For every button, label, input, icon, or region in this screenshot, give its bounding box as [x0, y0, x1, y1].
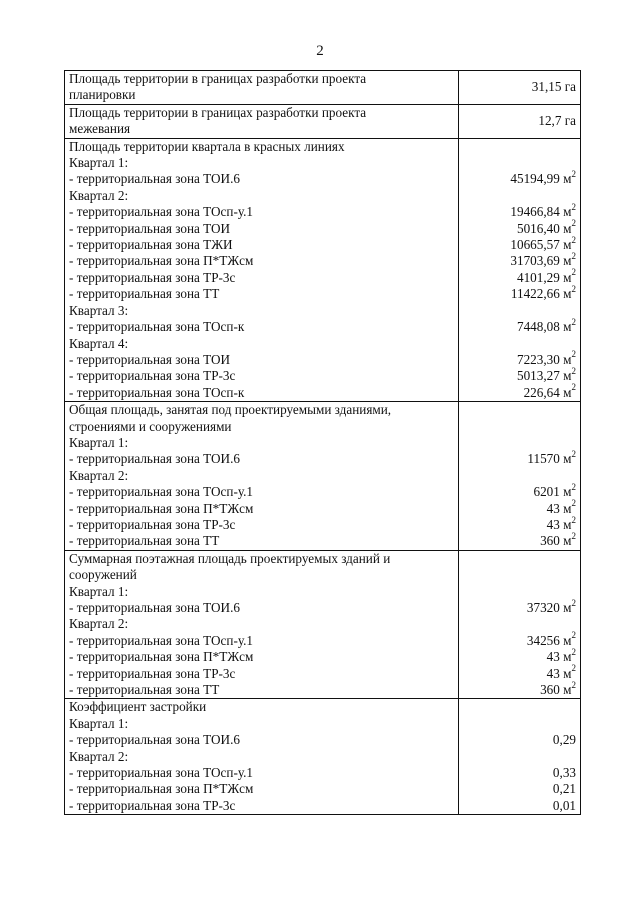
value-text: 4101,29 м: [516, 269, 572, 285]
indicator-line: - территориальная зона ТОИ: [69, 351, 231, 367]
value-text: 360 м: [540, 533, 572, 549]
value-line: [463, 349, 576, 368]
indicator-cell: [65, 550, 459, 699]
indicator-cell: [65, 71, 459, 105]
value-text: 34256 м: [526, 632, 572, 648]
value-text: 5013,27 м: [516, 368, 572, 384]
value-line: [463, 749, 576, 765]
indicator-line: Коэффициент застройки: [69, 699, 207, 715]
value-text: 31703,69 м: [510, 253, 572, 269]
indicator-line: - территориальная зона П*ТЖсм: [69, 500, 254, 516]
indicator-line: Квартал 1:: [69, 155, 129, 171]
indicator-line: - территориальная зона ТР-3с: [69, 269, 236, 285]
indicators-table: [64, 70, 581, 815]
indicator-line: - территориальная зона П*ТЖсм: [69, 649, 254, 665]
value-line: [463, 597, 576, 616]
indicator-line: - территориальная зона ТР-3с: [69, 665, 236, 681]
value-line: [463, 188, 576, 204]
table-row: [65, 402, 581, 551]
value-line: [463, 567, 576, 583]
value-line: [463, 481, 576, 500]
value-text: 11570 м: [527, 451, 572, 467]
indicator-line: планировки: [69, 87, 136, 103]
page-number: 2: [316, 43, 324, 59]
indicator-line: - территориальная зона ТР-3с: [69, 368, 236, 384]
value-line: [463, 382, 576, 401]
value-cell: [459, 550, 581, 699]
unit-exponent: 2: [571, 481, 576, 492]
value-text: 19466,84 м: [510, 204, 572, 220]
value-text: 226,64 м: [523, 384, 572, 400]
indicator-line: - территориальная зона ТОИ.6: [69, 451, 240, 467]
unit-exponent: 2: [571, 679, 576, 690]
value-text: 43 м: [546, 665, 572, 681]
unit-exponent: 2: [571, 169, 576, 180]
indicator-line: Квартал 1:: [69, 583, 129, 599]
unit-exponent: 2: [571, 201, 576, 212]
value-text: 0,29: [552, 732, 576, 748]
indicator-line: Квартал 2:: [69, 616, 129, 632]
indicator-line: сооружений: [69, 567, 137, 583]
value-line: [463, 234, 576, 253]
value-line: [463, 732, 576, 748]
value-line: [463, 283, 576, 302]
value-text: 37320 м: [526, 599, 572, 615]
indicator-line: - территориальная зона ТР-3с: [69, 516, 236, 532]
value-line: [463, 79, 576, 95]
indicator-line: - территориальная зона ТТ: [69, 533, 220, 549]
indicator-line: - территориальная зона ТОИ.6: [69, 600, 240, 615]
value-cell: [459, 402, 581, 551]
unit-exponent: 2: [571, 365, 576, 376]
unit-exponent: 2: [571, 234, 576, 245]
value-line: [463, 630, 576, 649]
value-line: [463, 530, 576, 549]
value-text: 6201 м: [533, 484, 572, 500]
table-row: [65, 71, 581, 105]
table-row: [65, 138, 581, 402]
indicator-line: Квартал 2:: [69, 187, 129, 203]
unit-exponent: 2: [571, 382, 576, 393]
value-line: [463, 303, 576, 319]
indicator-line: Суммарная поэтажная площадь проектируемых зданий и: [69, 550, 391, 566]
value-text: 0,21: [552, 781, 576, 797]
indicator-line: - территориальная зона ТОИ.6: [69, 732, 240, 748]
value-line: [463, 267, 576, 286]
indicator-line: - территориальная зона ТОсп-у.1: [69, 204, 254, 220]
value-line: [463, 171, 576, 187]
table-row: [65, 699, 581, 815]
unit-exponent: 2: [571, 218, 576, 229]
value-line: [463, 663, 576, 682]
value-text: 0,01: [552, 797, 576, 813]
value-cell: [459, 104, 581, 138]
indicator-cell: [65, 138, 459, 402]
unit-exponent: 2: [571, 316, 576, 327]
indicator-line: - территориальная зона ТОсп-у.1: [69, 484, 254, 500]
value-line: [463, 616, 576, 632]
value-line: [463, 551, 576, 567]
value-cell: [459, 699, 581, 815]
indicator-cell: [65, 402, 459, 551]
value-line: [463, 316, 576, 335]
table-body: [65, 71, 581, 815]
value-line: [463, 201, 576, 220]
indicator-line: - территориальная зона ТОсп-к: [69, 319, 245, 335]
indicator-line: межевания: [69, 121, 131, 137]
unit-exponent: 2: [571, 646, 576, 657]
indicator-line: - территориальная зона ТОИ: [69, 220, 231, 236]
value-text: 43 м: [546, 516, 572, 532]
value-cell: [459, 138, 581, 402]
value-text: 31,15 га: [531, 79, 576, 95]
value-line: [463, 402, 576, 418]
indicator-line: - территориальная зона ТОсп-у.1: [69, 765, 254, 781]
indicator-line: - территориальная зона П*ТЖсм: [69, 253, 254, 269]
unit-exponent: 2: [571, 514, 576, 525]
value-line: [463, 798, 576, 814]
unit-exponent: 2: [571, 597, 576, 608]
indicator-line: Квартал 1:: [69, 434, 129, 450]
value-line: [463, 716, 576, 732]
indicator-line: Квартал 2:: [69, 467, 129, 483]
value-line: [463, 139, 576, 155]
value-line: [463, 365, 576, 384]
value-line: [463, 646, 576, 665]
unit-exponent: 2: [571, 663, 576, 674]
value-line: [463, 468, 576, 484]
value-text: 11422,66 м: [510, 286, 572, 302]
indicator-line: Квартал 3:: [69, 302, 129, 318]
indicator-cell: [65, 699, 459, 815]
unit-exponent: 2: [571, 349, 576, 360]
unit-exponent: 2: [571, 630, 576, 641]
value-text: 5016,40 м: [516, 220, 572, 236]
indicator-line: - территориальная зона ТОИ.6: [69, 171, 240, 187]
value-line: [463, 218, 576, 237]
value-text: 360 м: [540, 681, 572, 697]
value-line: [463, 679, 576, 698]
unit-exponent: 2: [571, 498, 576, 509]
indicator-line: Площадь территории в границах разработки проекта: [69, 104, 367, 120]
unit-exponent: 2: [571, 251, 576, 262]
value-line: [463, 113, 576, 129]
indicator-line: - территориальная зона ТТ: [69, 682, 220, 698]
value-line: [463, 498, 576, 517]
indicator-line: Квартал 2:: [69, 748, 129, 764]
indicator-line: строениями и сооружениями: [69, 418, 232, 434]
value-cell: [459, 71, 581, 105]
value-line: [463, 699, 576, 715]
indicator-line: - территориальная зона ТОсп-к: [69, 384, 245, 400]
value-line: [463, 419, 576, 435]
value-line: [463, 514, 576, 533]
value-line: [463, 155, 576, 171]
indicator-cell: [65, 104, 459, 138]
indicator-line: - территориальная зона ТОсп-у.1: [69, 632, 254, 648]
value-text: 7223,30 м: [516, 351, 572, 367]
indicator-line: - территориальная зона ТР-3с: [69, 797, 236, 813]
value-line: [463, 584, 576, 600]
value-text: 7448,08 м: [516, 319, 572, 335]
value-line: [463, 435, 576, 451]
indicator-line: Квартал 1:: [69, 715, 129, 731]
indicator-line: Площадь территории в границах разработки проекта: [69, 71, 367, 86]
value-line: [463, 253, 576, 269]
value-line: [463, 765, 576, 781]
indicator-line: Площадь территории квартала в красных линиях: [69, 138, 345, 154]
indicator-line: - территориальная зона ТЖИ: [69, 237, 233, 253]
table-row: [65, 550, 581, 699]
value-text: 12,7 га: [538, 113, 576, 129]
indicator-line: Общая площадь, занятая под проектируемыми зданиями,: [69, 402, 392, 418]
value-line: [463, 448, 576, 467]
value-line: [463, 781, 576, 797]
indicator-line: - территориальная зона П*ТЖсм: [69, 781, 254, 797]
value-text: 0,33: [552, 765, 576, 781]
table-row: [65, 104, 581, 138]
value-text: 43 м: [546, 649, 572, 665]
value-text: 10665,57 м: [510, 237, 572, 253]
indicator-line: - территориальная зона ТТ: [69, 286, 220, 302]
value-line: [463, 335, 576, 351]
unit-exponent: 2: [571, 267, 576, 278]
indicator-line: Квартал 4:: [69, 335, 129, 351]
unit-exponent: 2: [571, 448, 576, 459]
unit-exponent: 2: [571, 530, 576, 541]
unit-exponent: 2: [571, 283, 576, 294]
value-text: 43 м: [546, 500, 572, 516]
value-text: 45194,99 м: [510, 171, 572, 187]
